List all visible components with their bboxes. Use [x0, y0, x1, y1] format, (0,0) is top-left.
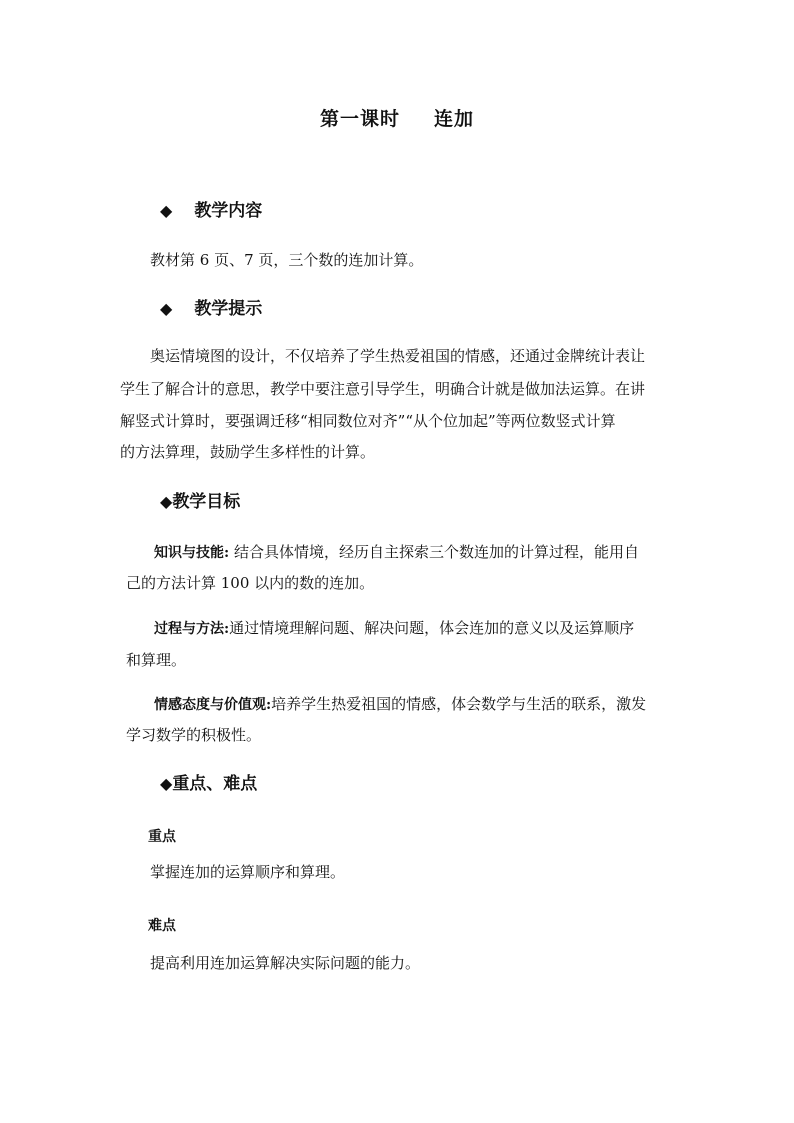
diamond-bullet-icon: ◆ [160, 299, 173, 318]
goal-knowledge-line-2: 己的方法计算 100 以内的数的连加。 [126, 574, 375, 592]
goal-label: 过程与方法: [154, 621, 230, 637]
hint-line-1: 奥运情境图的设计，不仅培养了学生热爱祖国的情感，还通过金牌统计表让 [150, 347, 646, 365]
section-heading-goals [160, 490, 240, 514]
diamond-bullet-icon: ◆ [160, 492, 173, 511]
difficulty-text: 提高利用连加运算解决实际问题的能力。 [150, 954, 421, 972]
heading-text: 教学目标 [172, 492, 241, 512]
title-topic: 连加 [434, 108, 475, 130]
heading-text: 重点、难点 [172, 774, 258, 794]
hint-line-3: 解竖式计算时，要强调迁移“相同数位对齐”“从个位加起”等两位数竖式计算 [120, 412, 616, 430]
key-label: 重点 [148, 829, 176, 845]
goal-knowledge-line-1 [154, 537, 639, 569]
goal-process-line-1 [154, 613, 634, 645]
heading-text: 教学内容 [194, 201, 263, 221]
goal-text: 结合具体情境，经历自主探索三个数连加的计算过程，能用自 [233, 543, 639, 561]
goal-process-line-2: 和算理。 [126, 651, 187, 669]
goal-label: 知识与技能: [154, 545, 230, 561]
key-text: 掌握连加的运算顺序和算理。 [150, 863, 346, 881]
goal-emotion-line-1 [154, 689, 646, 721]
page-title [0, 104, 794, 131]
diamond-bullet-icon: ◆ [160, 774, 173, 793]
content-text: 教材第 6 页、7 页，三个数的连加计算。 [150, 251, 424, 269]
hint-line-4: 的方法算理，鼓励学生多样性的计算。 [120, 443, 376, 461]
goal-label: 情感态度与价值观: [154, 697, 272, 713]
heading-text: 教学提示 [194, 299, 263, 319]
goal-emotion-line-2: 学习数学的积极性。 [126, 726, 262, 744]
difficulty-label: 难点 [148, 918, 176, 934]
section-heading-content [160, 199, 262, 223]
goal-text: 培养学生热爱祖国的情感，体会数学与生活的联系，激发 [271, 695, 647, 713]
hint-line-2: 学生了解合计的意思，教学中要注意引导学生，明确合计就是做加法运算。在讲 [120, 380, 646, 398]
section-heading-hint [160, 297, 262, 321]
section-heading-keypoints [160, 772, 257, 796]
title-lesson: 第一课时 [319, 108, 400, 130]
goal-text: 通过情境理解问题、解决问题，体会连加的意义以及运算顺序 [229, 619, 635, 637]
diamond-bullet-icon: ◆ [160, 201, 173, 220]
